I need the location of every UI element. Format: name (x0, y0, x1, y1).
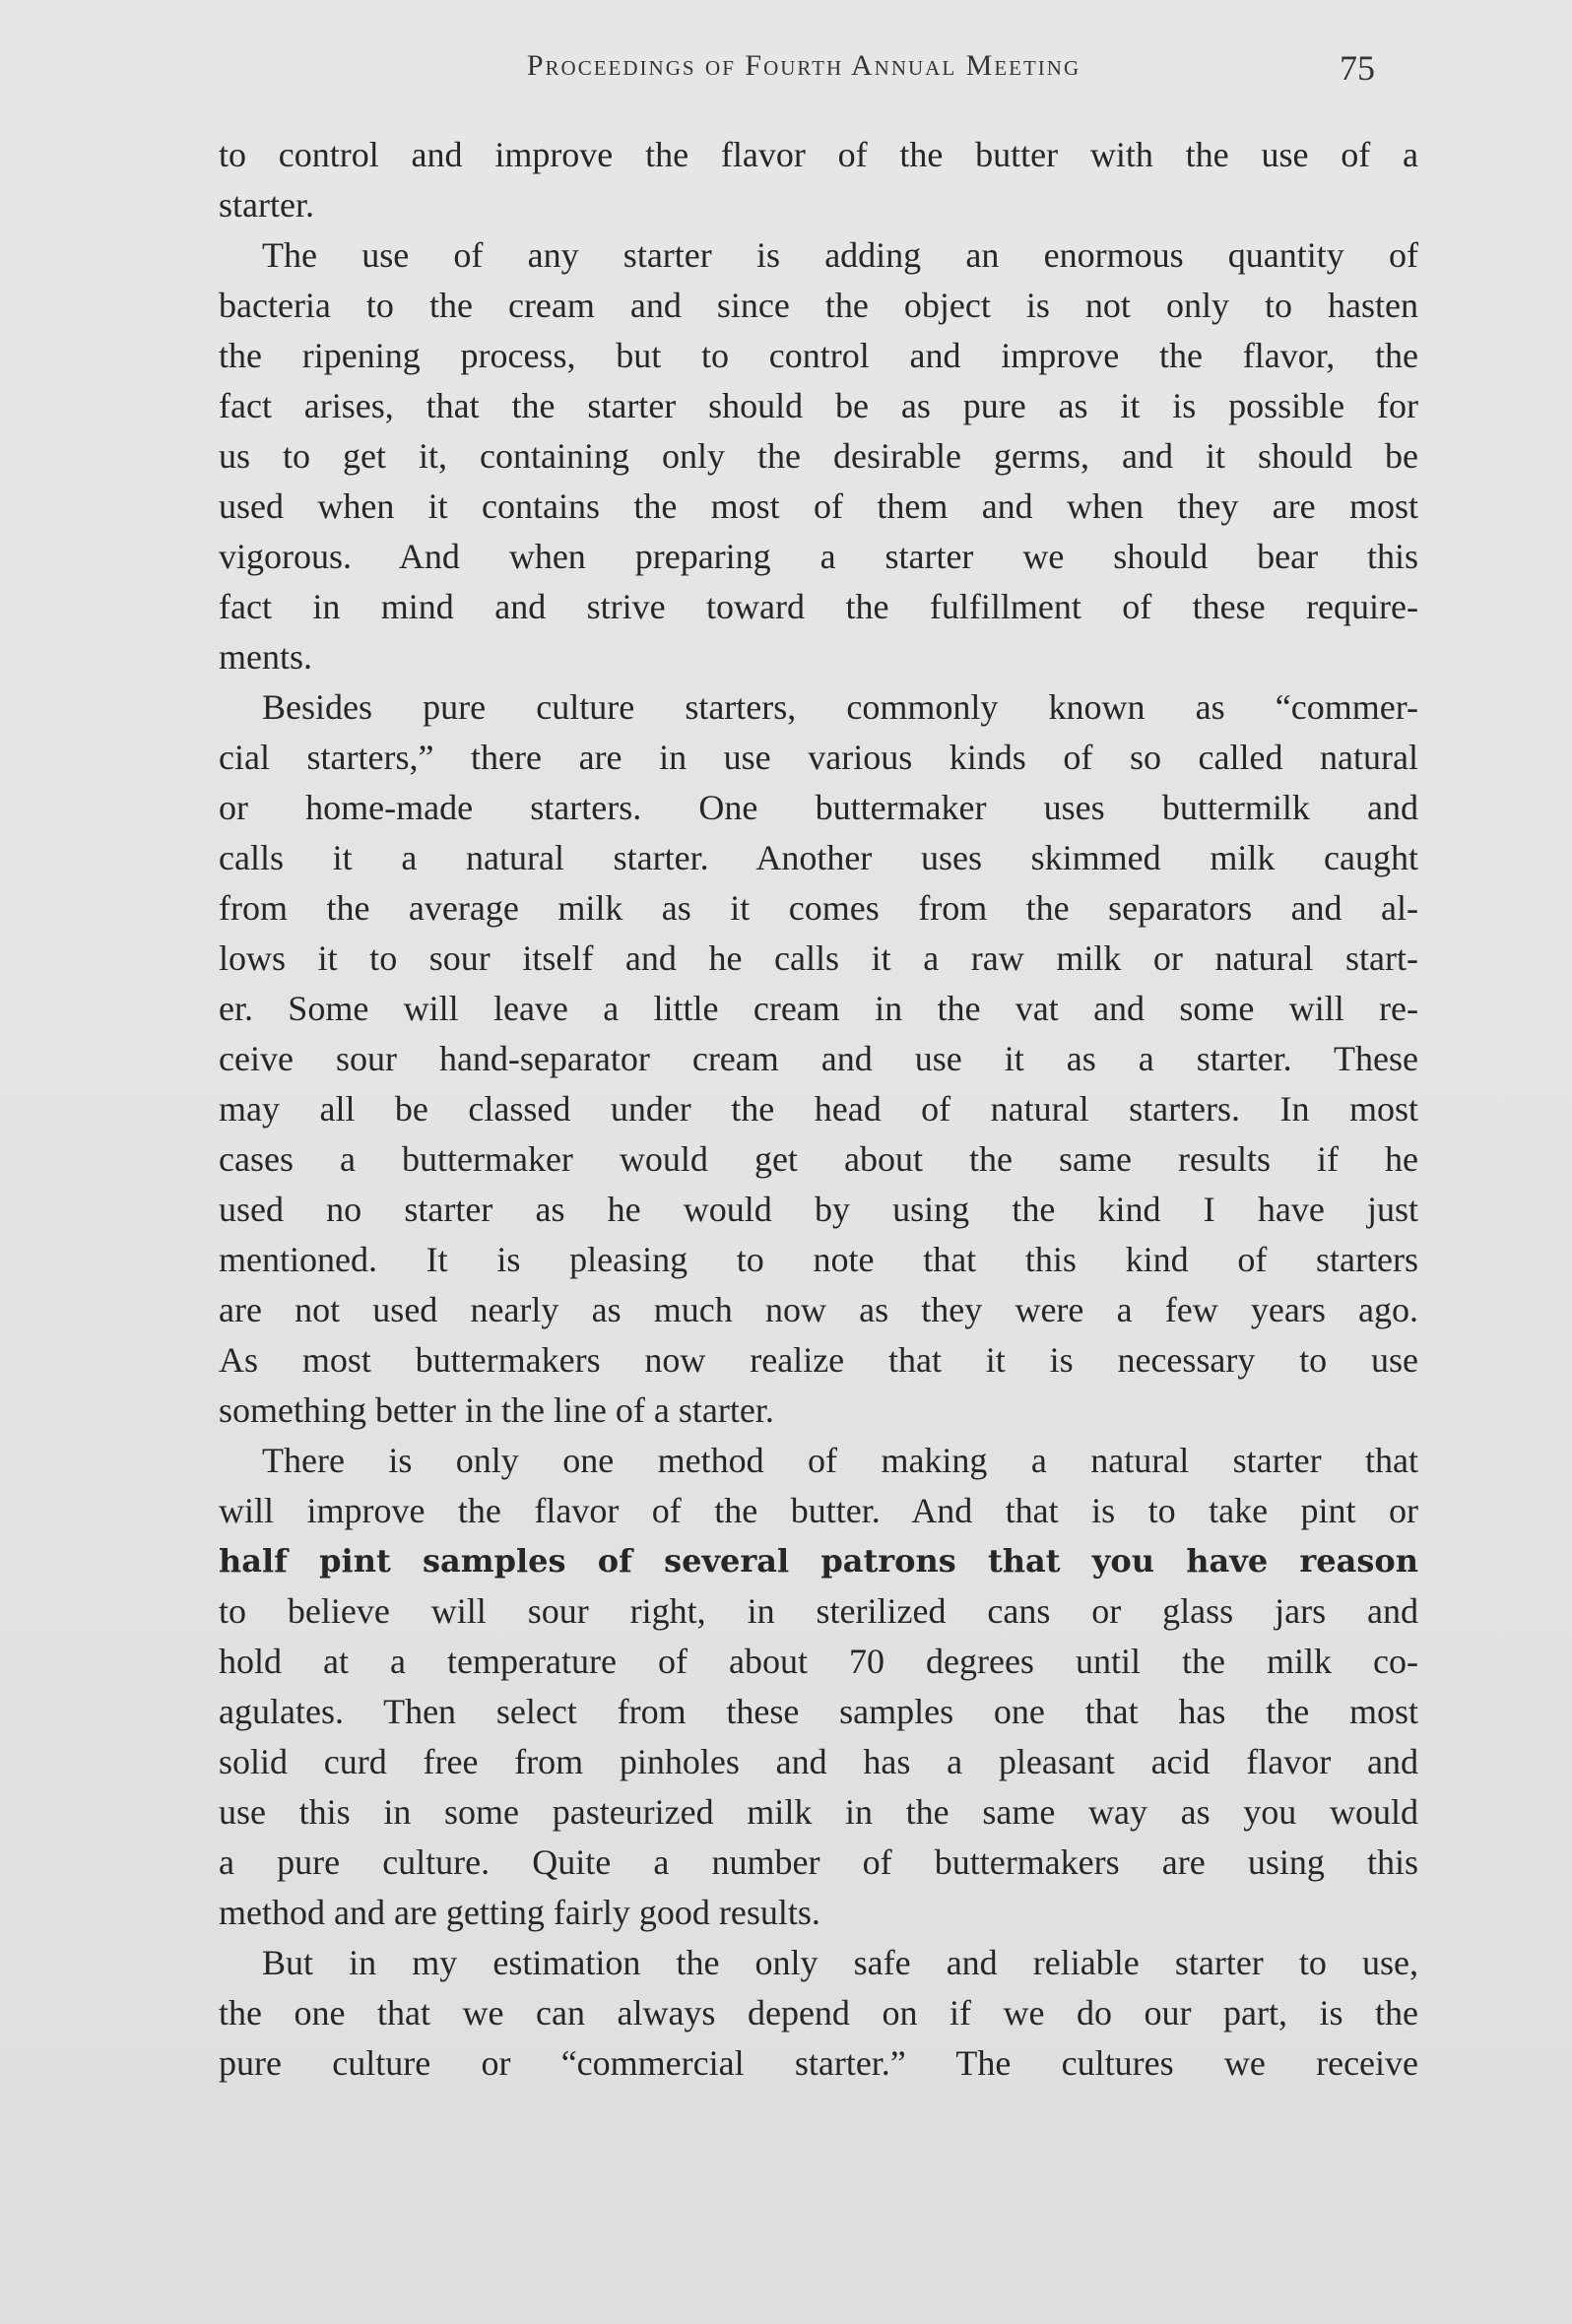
paragraph-first-line: The use of any starter is adding an enormous quantity of (262, 235, 1418, 275)
text-line: used when it contains the most of them and when they are most (219, 486, 1418, 526)
text-line: ceive sour hand-separator cream and use it as a starter. These (219, 1039, 1418, 1078)
text-line: fact arises, that the starter should be as pure as it is possible for (219, 386, 1418, 425)
paragraph-first-line: Besides pure culture starters, commonly known as “commer- (262, 687, 1418, 727)
bold-text-line: half pint samples of several patrons that you have reason (219, 1542, 1418, 1580)
text-line: mentioned. It is pleasing to note that this kind of starters (219, 1240, 1418, 1279)
text-line: hold at a temperature of about 70 degrees until the milk co- (219, 1642, 1418, 1681)
text-line: to control and improve the flavor of the butter with the use of a (219, 135, 1418, 174)
text-line: the ripening process, but to control and improve the flavor, the (219, 336, 1418, 375)
text-line: pure culture or “commercial starter.” The cultures we receive (219, 2043, 1418, 2083)
text-line: cases a buttermaker would get about the same results if he (219, 1139, 1418, 1179)
text-line: a pure culture. Quite a number of buttermakers are using this (219, 1842, 1418, 1882)
text-line: use this in some pasteurized milk in the same way as you would (219, 1792, 1418, 1832)
text-line: vigorous. And when preparing a starter we should bear this (219, 537, 1418, 576)
text-line: ments. (219, 637, 312, 677)
text-line: agulates. Then select from these samples one that has the most (219, 1692, 1418, 1731)
text-line: from the average milk as it comes from the separators and al- (219, 888, 1418, 928)
body-text (219, 130, 1418, 2089)
text-line: may all be classed under the head of natural starters. In most (219, 1089, 1418, 1129)
text-line: are not used nearly as much now as they were a few years ago. (219, 1290, 1418, 1329)
text-line: calls it a natural starter. Another uses skimmed milk caught (219, 838, 1418, 877)
text-line: bacteria to the cream and since the object is not only to hasten (219, 286, 1418, 325)
paragraph-first-line: There is only one method of making a natural starter that (262, 1441, 1418, 1480)
text-line: used no starter as he would by using the kind I have just (219, 1190, 1418, 1229)
text-line: cial starters,” there are in use various kinds of so called natural (219, 738, 1418, 777)
text-line: solid curd free from pinholes and has a pleasant acid flavor and (219, 1742, 1418, 1781)
text-line: to believe will sour right, in sterilized cans or glass jars and (219, 1591, 1418, 1631)
text-line: lows it to sour itself and he calls it a raw milk or natural start- (219, 938, 1418, 978)
text-line: or home-made starters. One buttermaker uses buttermilk and (219, 788, 1418, 827)
text-line: er. Some will leave a little cream in the vat and some will re- (219, 989, 1418, 1028)
text-line: method and are getting fairly good results. (219, 1893, 820, 1932)
page-number: 75 (1340, 48, 1375, 88)
paragraph-first-line: But in my estimation the only safe and reliable starter to use, (262, 1943, 1418, 1982)
text-line: fact in mind and strive toward the fulfillment of these require- (219, 587, 1418, 626)
text-line: the one that we can always depend on if we do our part, is the (219, 1993, 1418, 2033)
text-line: As most buttermakers now realize that it is necessary to use (219, 1340, 1418, 1380)
text-line: something better in the line of a starter. (219, 1390, 774, 1430)
text-line: starter. (219, 185, 314, 225)
running-head: Proceedings of Fourth Annual Meeting (526, 49, 1081, 82)
text-line: us to get it, containing only the desirable germs, and it should be (219, 436, 1418, 476)
text-line: will improve the flavor of the butter. And that is to take pint or (219, 1491, 1418, 1530)
